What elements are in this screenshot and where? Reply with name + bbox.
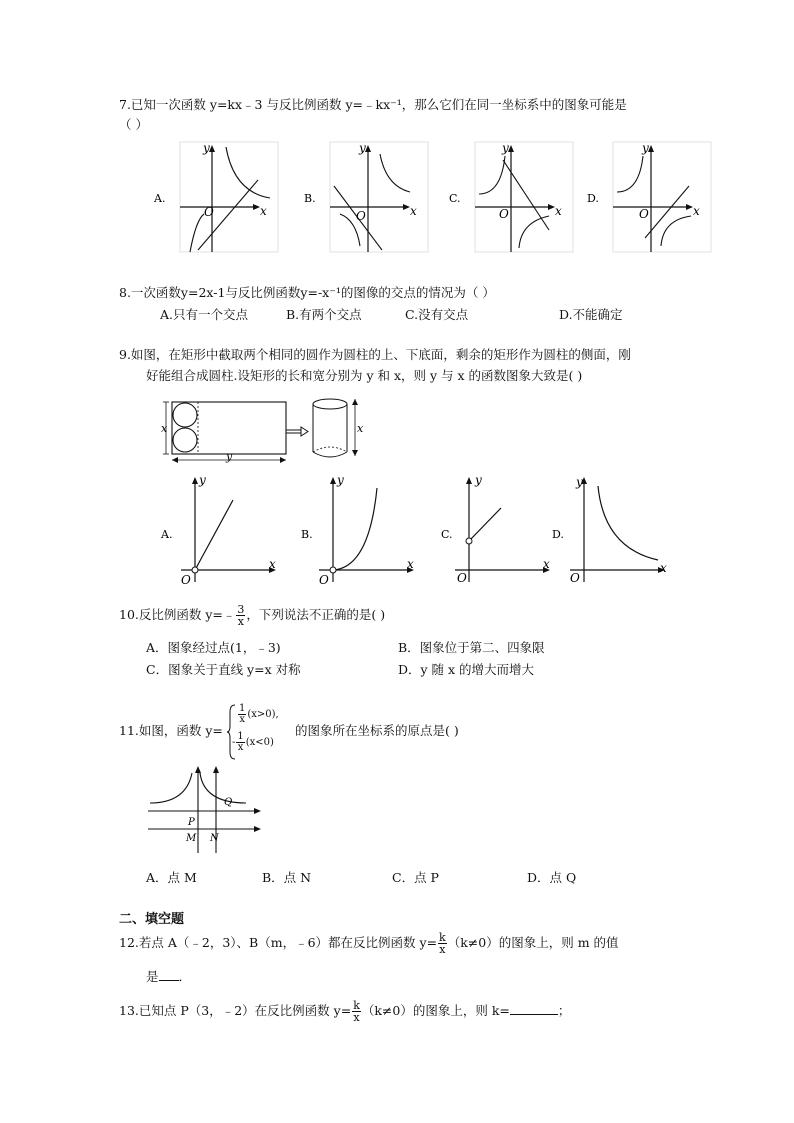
q10-option-c[interactable]: C．图象关于直线 y=x 对称: [146, 662, 301, 677]
q11-option-a[interactable]: A．点 M: [146, 870, 197, 885]
q11-case2-sign: -: [232, 737, 236, 748]
point-n-label: N: [210, 833, 219, 844]
q10-stem-prefix: 10.反比例函数 y=﹣: [119, 607, 236, 622]
origin-label: O: [639, 207, 649, 221]
x-axis-label: x: [260, 204, 267, 218]
y-axis-label: y: [642, 141, 649, 155]
q9-stem-line1: 9.如图，在矩形中截取两个相同的圆作为圆柱的上、下底面，剩余的矩形作为圆柱的侧面，刚: [119, 347, 631, 362]
q9-cylinder-diagram: [158, 394, 373, 466]
q12-answer-blank[interactable]: [159, 968, 179, 981]
option-label: A.: [154, 192, 166, 205]
q12-stem-prefix: 12.若点 A（﹣2，3）、B（m，﹣6）都在反比例函数 y=: [119, 935, 438, 950]
point-p-label: P: [188, 817, 195, 828]
q9-graph-b: [297, 474, 427, 586]
q11-case1-condition: (x>0),: [247, 709, 279, 720]
x-axis-label: x: [410, 204, 417, 218]
x-axis-label: x: [543, 557, 550, 571]
option-label: B.: [301, 528, 313, 541]
origin-label: O: [499, 207, 509, 221]
option-label: A.: [161, 528, 173, 541]
option-label: D.: [552, 528, 564, 541]
q7-graph-b: [300, 142, 430, 254]
q11-case2-numerator: 1: [237, 731, 244, 742]
x-axis-label: x: [693, 204, 700, 218]
q13-answer-blank[interactable]: [510, 1002, 558, 1015]
q9-graph-a: [157, 474, 287, 586]
q11-option-b[interactable]: B．点 N: [262, 870, 312, 885]
origin-label: O: [570, 571, 580, 585]
origin-label: O: [181, 573, 191, 587]
y-axis-label: y: [199, 473, 206, 487]
y-axis-label: y: [576, 475, 583, 489]
q8-stem: 8.一次函数y=2x-1与反比例函数y=-x⁻¹的图像的交点的情况为（ ）: [119, 285, 495, 300]
q10-denominator: x: [237, 615, 244, 628]
q11-case1-fraction: [238, 704, 246, 725]
y-axis-label: y: [337, 473, 344, 487]
q13-stem-end: ；: [557, 1003, 571, 1018]
q12-fraction: [438, 932, 447, 955]
q13-stem-prefix: 13.已知点 P（3，﹣2）在反比例函数 y=: [119, 1003, 352, 1018]
q12-stem: [119, 928, 619, 958]
q11-option-d[interactable]: D．点 Q: [527, 870, 577, 885]
point-q-label: Q: [224, 797, 233, 808]
q12-line2-prefix: 是: [146, 969, 159, 984]
q9-stem-line2: 好能组合成圆柱.设矩形的长和宽分别为 y 和 x，则 y 与 x 的函数图象大致是( ): [146, 368, 583, 383]
q13-stem-suffix: （k≠0）的图象上，则 k=: [361, 1003, 510, 1018]
q8-option-b[interactable]: B.有两个交点: [286, 307, 362, 322]
q11-case-1: [237, 704, 279, 725]
q7-graph-d: [583, 142, 713, 254]
option-label: C.: [449, 192, 461, 205]
q10-option-a[interactable]: A．图象经过点(1，﹣3): [146, 640, 281, 655]
diagram-y-label: y: [226, 450, 233, 463]
q10-fraction: [236, 604, 245, 627]
q8-option-a[interactable]: A.只有一个交点: [160, 307, 249, 322]
q10-stem-suffix: ，下列说法不正确的是( ): [246, 607, 386, 622]
q11-case1-denominator: x: [239, 714, 245, 725]
option-label: C.: [441, 528, 453, 541]
x-axis-label: x: [660, 561, 667, 575]
q7-stem-line2: （ ）: [119, 117, 148, 132]
q11-figure: [146, 763, 264, 855]
q12-denominator: x: [439, 943, 446, 956]
q11-option-c[interactable]: C．点 P: [392, 870, 439, 885]
origin-label: O: [457, 571, 467, 585]
q12-line2-suffix: ．: [178, 969, 192, 984]
y-axis-label: y: [502, 141, 509, 155]
q8-option-d[interactable]: D.不能确定: [559, 307, 623, 322]
origin-label: O: [204, 205, 214, 219]
origin-label: O: [319, 573, 329, 587]
q7-graph-c: [445, 142, 575, 254]
q10-numerator: 3: [237, 603, 245, 616]
q13-fraction: [352, 1000, 361, 1023]
q9-graph-d: [548, 474, 678, 586]
q11-case2-denominator: x: [237, 742, 244, 753]
q10-option-d[interactable]: D．y 随 x 的增大而增大: [398, 662, 535, 677]
x-axis-label: x: [269, 557, 276, 571]
q12-line2: [146, 967, 191, 985]
q10-option-b[interactable]: B．图象位于第二、四象限: [398, 640, 545, 655]
diagram-x-label: x: [161, 422, 168, 435]
q13-denominator: x: [353, 1011, 360, 1024]
q7-graph-a: [150, 142, 280, 254]
option-label: B.: [304, 192, 316, 205]
q11-case-2: [232, 732, 274, 753]
q11-stem-suffix: 的图象所在坐标系的原点是( ): [295, 723, 459, 738]
y-axis-label: y: [475, 473, 482, 487]
y-axis-label: y: [359, 141, 366, 155]
diagram-x-label: x: [357, 422, 364, 435]
x-axis-label: x: [555, 204, 562, 218]
x-axis-label: x: [407, 557, 414, 571]
q10-stem: [119, 600, 385, 630]
q7-stem-line1: 7.已知一次函数 y=kx﹣3 与反比例函数 y=﹣kx⁻¹，那么它们在同一坐标系中的图象可能是: [119, 97, 627, 112]
q11-stem-prefix: 11.如图，函数 y=: [119, 723, 223, 738]
y-axis-label: y: [203, 141, 210, 155]
q12-stem-suffix: （k≠0）的图象上，则 m 的值: [447, 935, 619, 950]
section-title: 二、填空题: [119, 912, 185, 927]
q8-option-c[interactable]: C.没有交点: [405, 307, 469, 322]
q13-numerator: k: [353, 999, 360, 1012]
point-m-label: M: [186, 833, 197, 844]
origin-label: O: [356, 209, 366, 223]
q11-case2-condition: (x<0): [245, 737, 274, 748]
q12-numerator: k: [439, 931, 446, 944]
q11-case2-fraction: [236, 732, 244, 753]
option-label: D.: [587, 192, 599, 205]
q11-case1-numerator: 1: [239, 703, 246, 714]
q13-stem: [119, 996, 570, 1026]
